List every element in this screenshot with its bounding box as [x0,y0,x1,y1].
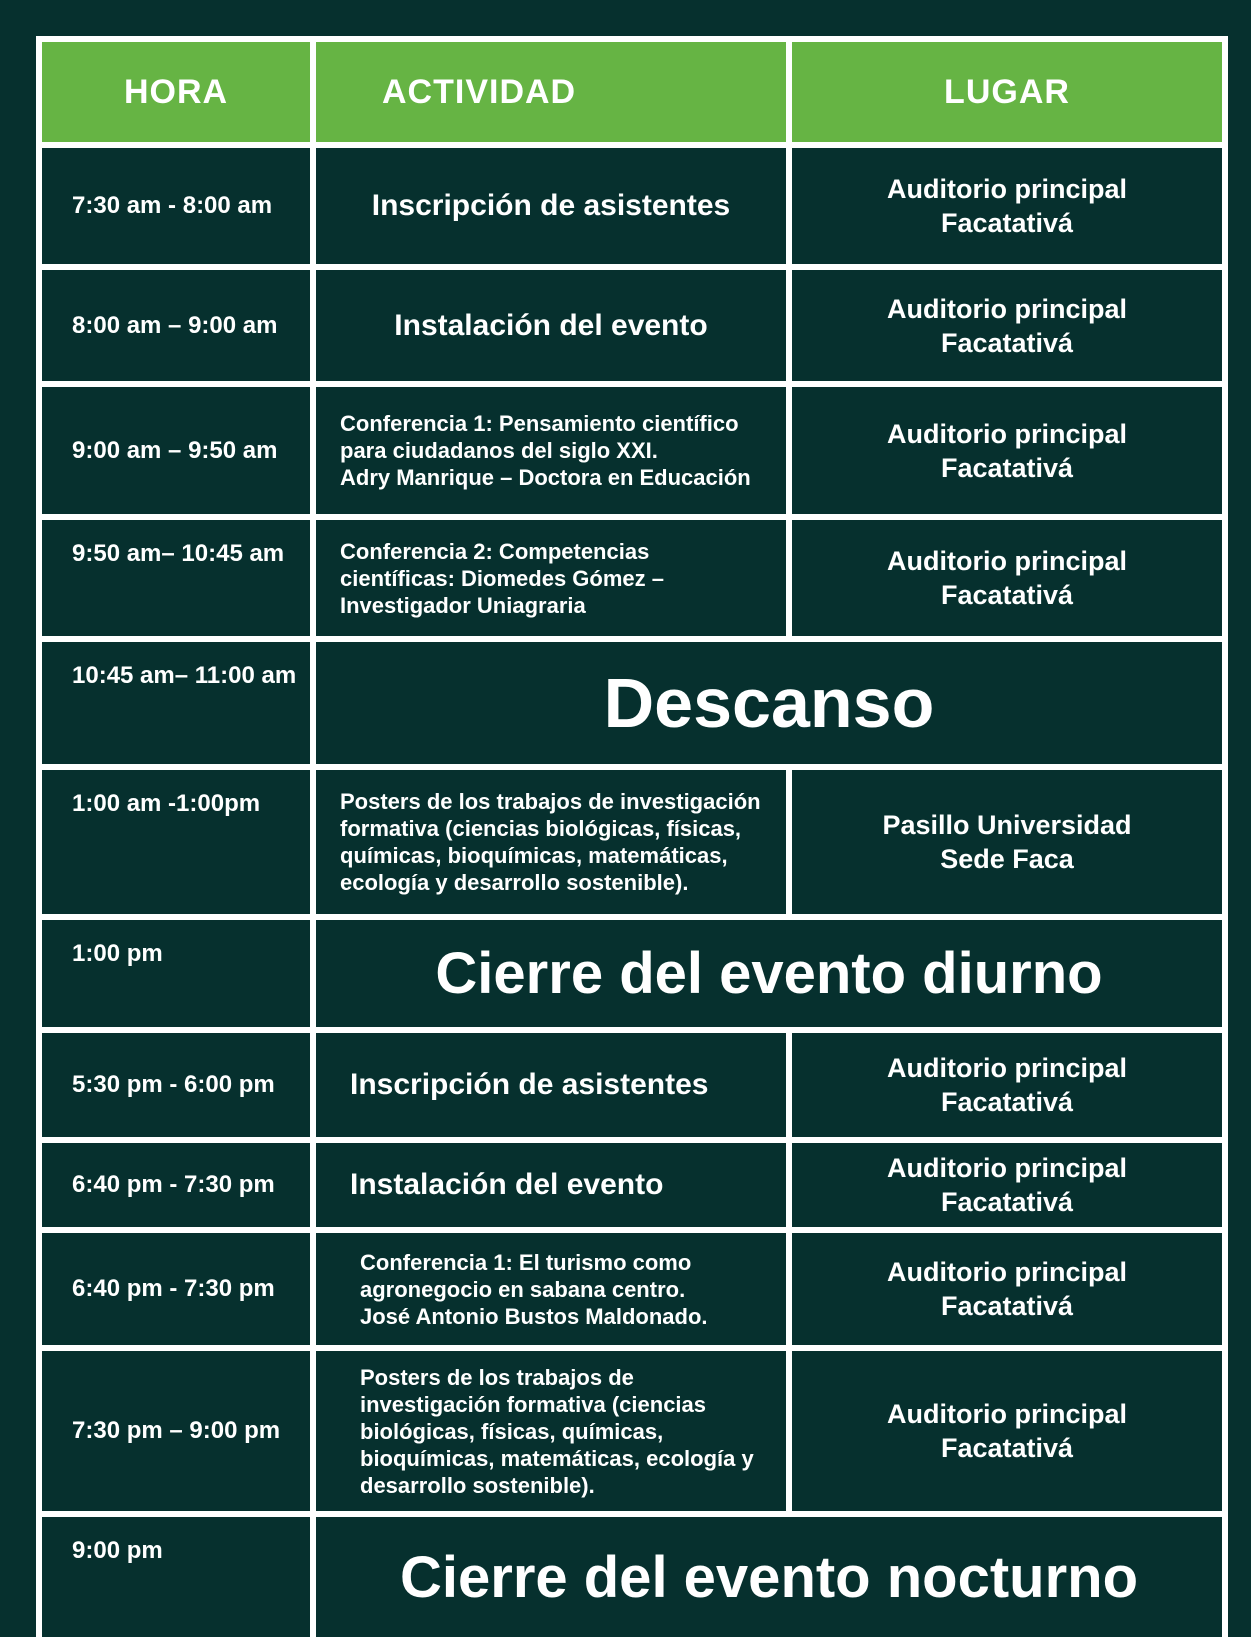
row-place: Auditorio principal Facatativá [786,1233,1222,1345]
row-time: 1:00 pm [72,940,163,967]
table-row [42,520,1222,642]
schedule-table [36,36,1228,1637]
row-time: 9:00 am – 9:50 am [72,436,278,464]
row-time: 7:30 pm – 9:00 pm [72,1417,281,1444]
table-row [42,270,1222,387]
row-time: 6:40 pm - 7:30 pm [72,1171,275,1198]
row-time: 7:30 am - 8:00 am [72,192,273,219]
row-place: Auditorio principal Facatativá [786,387,1222,514]
row-time: 9:50 am– 10:45 am [72,540,285,567]
row-time: 8:00 am – 9:00 am [72,311,278,339]
row-place: Pasillo Universidad Sede Faca [786,770,1222,914]
row-place: Auditorio principal Facatativá [786,270,1222,381]
row-activity: Conferencia 1: Pensamiento científico para ciudadanos del siglo XXI. Adry Manrique – Doctora en Educación [310,387,786,514]
table-row [42,148,1222,270]
table-row [42,1033,1222,1143]
table-row [42,1351,1222,1517]
row-activity: Inscripción de asistentes [310,1033,786,1137]
closing-title: Cierre del evento diurno [310,920,1222,1027]
break-title: Descanso [310,642,1222,764]
row-activity: Posters de los trabajos de investigación formativa (ciencias biológicas, físicas, químicas, bioquímicas, matemáticas, ecología y desarrollo sostenible). [310,770,786,914]
closing-title: Cierre del evento nocturno [310,1517,1222,1637]
row-place: Auditorio principal Facatativá [786,148,1222,264]
row-activity: Instalación del evento [310,1143,786,1227]
table-row [42,387,1222,520]
row-time: 9:00 pm [72,1537,163,1564]
table-header-row [42,42,1222,148]
row-place: Auditorio principal Facatativá [786,1351,1222,1511]
row-activity: Inscripción de asistentes [310,148,786,264]
row-activity: Conferencia 1: El turismo como agronegocio en sabana centro. José Antonio Bustos Maldonado. [310,1233,786,1345]
row-time: 6:40 pm - 7:30 pm [72,1275,275,1302]
table-row [42,1143,1222,1233]
row-time: 10:45 am– 11:00 am [72,662,297,689]
row-activity: Posters de los trabajos de investigación formativa (ciencias biológicas, físicas, químicas, bioquímicas, matemáticas, ecología y desarrollo sostenible). [310,1351,786,1511]
table-row-closing [42,920,1222,1033]
table-row [42,1233,1222,1351]
table-row-break [42,642,1222,770]
row-activity: Instalación del evento [310,270,786,381]
header-lugar: LUGAR [786,42,1222,142]
header-hora: HORA [42,42,310,142]
header-actividad: ACTIVIDAD [310,42,786,142]
row-time: 5:30 pm - 6:00 pm [72,1071,275,1098]
row-place: Auditorio principal Facatativá [786,1143,1222,1227]
table-row [42,770,1222,920]
row-place: Auditorio principal Facatativá [786,1033,1222,1137]
row-place: Auditorio principal Facatativá [786,520,1222,636]
table-row-closing [42,1517,1222,1637]
row-time: 1:00 am -1:00pm [72,790,261,817]
row-activity: Conferencia 2: Competencias científicas: Diomedes Gómez – Investigador Uniagraria [310,520,786,636]
